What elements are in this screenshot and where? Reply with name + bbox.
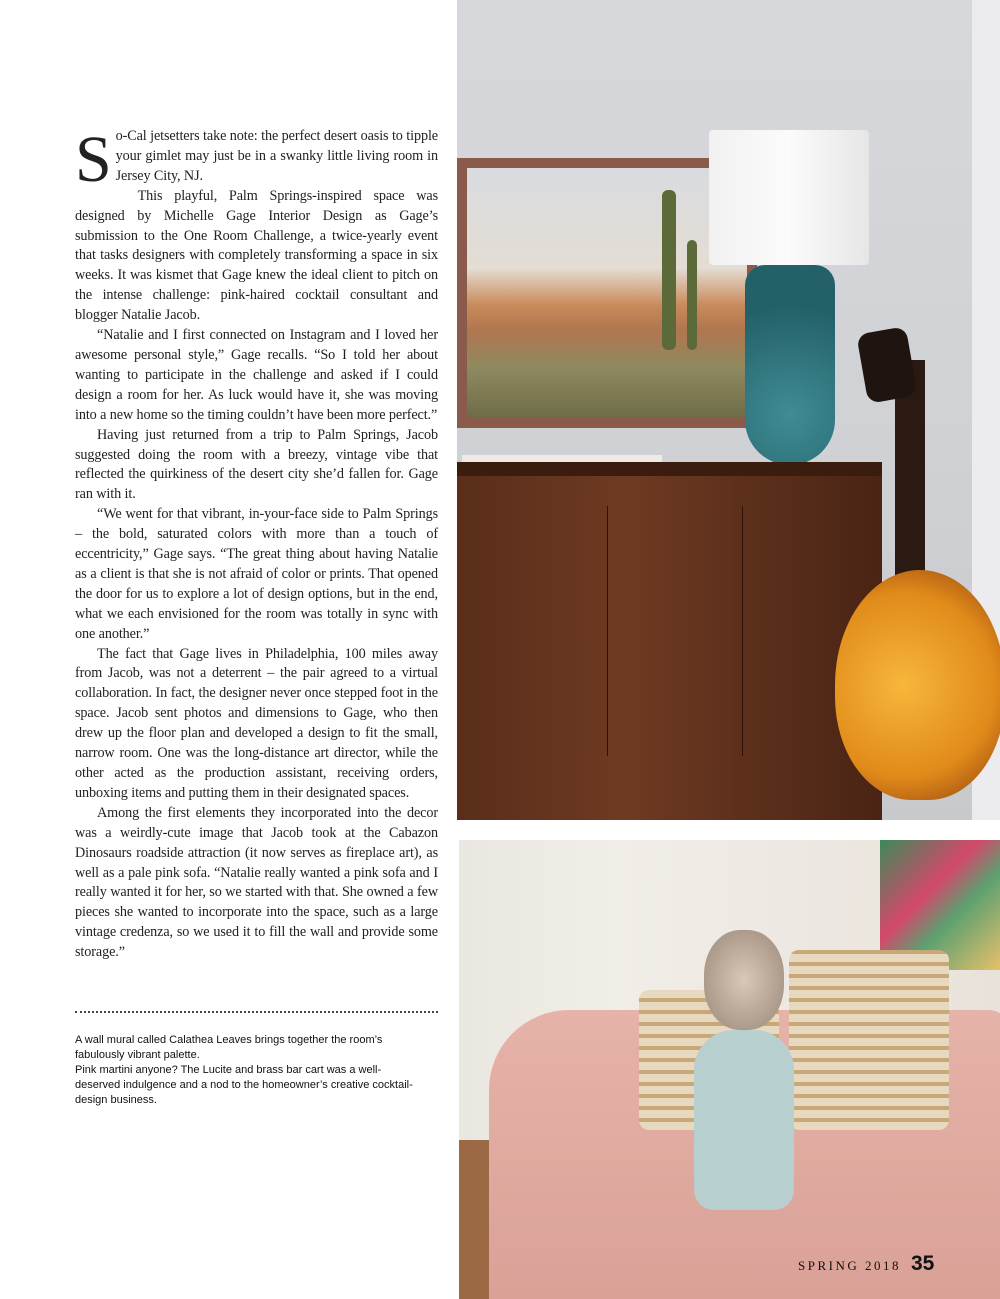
paragraph: Having just returned from a trip to Palm Springs, Jacob suggested doing the room with a breezy, vintage vibe that reflected the quirkiness of the desert city she’d fallen for. Gage ran with it. bbox=[75, 426, 438, 503]
photo-dog-sofa bbox=[459, 840, 1000, 1299]
paragraph: The fact that Gage lives in Philadelphia, 100 miles away from Jacob, was not a deterrent – the pair agreed to a virtual collaboration. In fact, the designer never once stepped foot in the space. Jacob sent photos and dimensions to Gage, who then drew up the floor plan and developed a design to fit the small, narrow room. One was the long-distance art director, while the other acted as the production assistant, receiving orders, unboxing items and putting them in their designated spaces. bbox=[75, 645, 438, 801]
paragraph: Among the first elements they incorporated into the decor was a weirdly-cute image that Jacob took at the Cabazon Dinosaurs roadside attraction (it now serves as fireplace art), as well as a pale pink sofa. “Natalie really wanted a pink sofa and I really wanted it for her, so we started with that. She owned a few pieces she wanted to incorporate into the space, such as a large vintage credenza, so we used it to fill the wall and provide some storage.” bbox=[75, 804, 438, 961]
dotted-divider bbox=[75, 1011, 438, 1013]
drop-cap: S bbox=[75, 123, 112, 196]
captions bbox=[75, 1033, 415, 1108]
credenza bbox=[457, 462, 882, 820]
dog bbox=[684, 930, 804, 1220]
page-number: 35 bbox=[911, 1252, 935, 1275]
lamp-shade bbox=[709, 130, 869, 265]
paragraph: “We went for that vibrant, in-your-face side to Palm Springs – the bold, saturated colors with more than a touch of eccentricity,” Gage says. “The great thing about having Natalie as a client is that she is not afraid of color or prints. That opened the door for us to explore a lot of design options, but in the end, what we each envisioned for the room was totally in sync with one another.” bbox=[75, 506, 438, 642]
article-body bbox=[75, 123, 438, 963]
photo-credenza-guitar bbox=[457, 0, 1000, 820]
lamp-base bbox=[745, 265, 835, 465]
paragraph: So-Cal jetsetters take note: the perfect desert oasis to tipple your gimlet may just be in a swanky little living room in Jersey City, NJ. bbox=[75, 123, 438, 196]
issue-label: SPRING 2018 bbox=[798, 1258, 901, 1273]
caption-mural: A wall mural called Calathea Leaves brings together the room’s fabulously vibrant palette. bbox=[75, 1034, 383, 1061]
paragraph: “Natalie and I first connected on Instagram and I loved her awesome personal style,” Gage recalls. “So I told her about wanting to participate in the challenge and asked if I could design a room for her. As luck would have it, she was moving into a new home so the timing couldn’t have been more perfect.” bbox=[75, 327, 438, 423]
caption-bar-cart: Pink martini anyone? The Lucite and brass bar cart was a well-deserved indulgence and a nod to the homeowner’s creative cocktail-design business. bbox=[75, 1064, 413, 1106]
page-footer bbox=[798, 1252, 934, 1276]
guitar bbox=[835, 570, 1000, 800]
paragraph: This playful, Palm Springs-inspired space was designed by Michelle Gage Interior Design as Gage’s submission to the One Room Challenge, a twice-yearly event that tasks designers with completely transforming a space in six weeks. It was kismet that Gage knew the ideal client to pitch on the intense challenge: pink-haired cocktail consultant and blogger Natalie Jacob. bbox=[75, 187, 438, 324]
